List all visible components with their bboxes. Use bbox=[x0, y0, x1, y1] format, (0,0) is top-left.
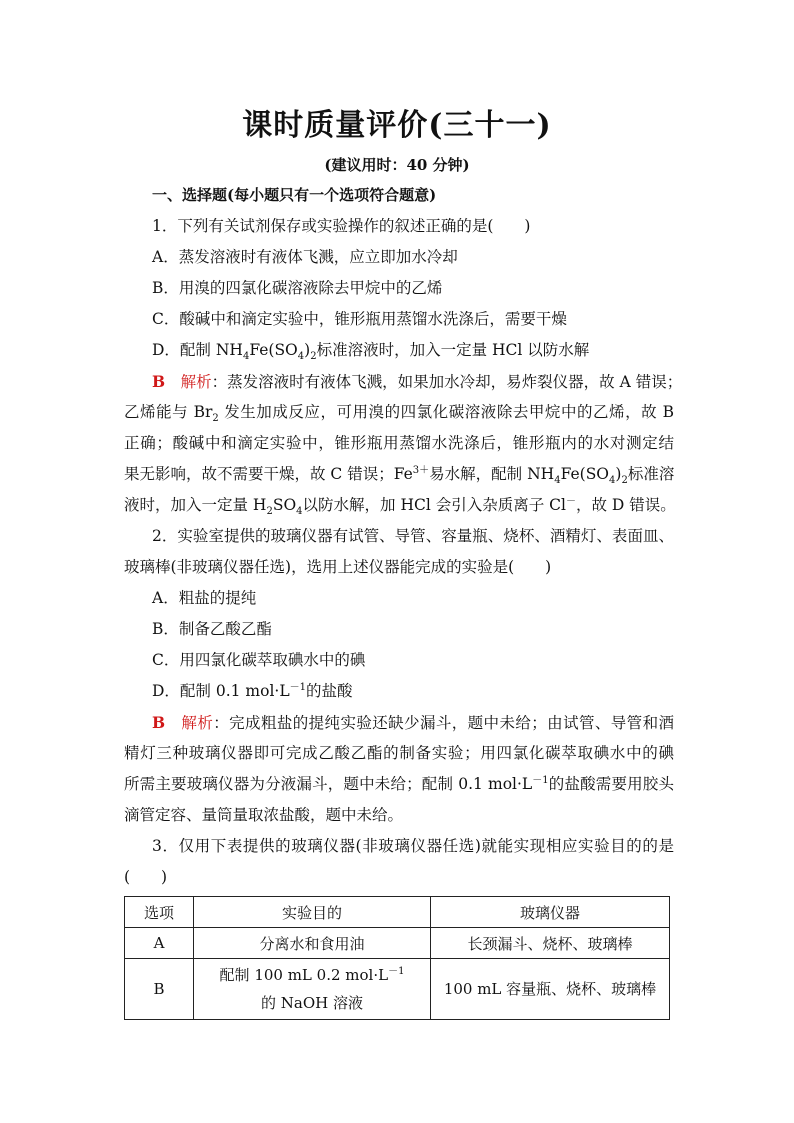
q2-answer: B bbox=[152, 713, 166, 732]
table-header-cell: 选项 bbox=[125, 897, 194, 928]
q2-option-b: B．制备乙酸乙酯 bbox=[152, 620, 272, 638]
q1-explanation-line: 液时，加入一定量 $H_2SO_4$以防水解，加 HCl 会引入杂质离子 Cl－，故 D 错误。 bbox=[124, 495, 676, 518]
q2-option-a: A．粗盐的提纯 bbox=[152, 589, 257, 607]
table-cell: 分离水和食用油 bbox=[194, 928, 431, 959]
q2-explanation-line: B 解析：完成粗盐的提纯实验还缺少漏斗，题中未给；由试管、导管和酒 bbox=[152, 713, 674, 732]
q2-explanation-line: 精灯三种玻璃仪器即可完成乙酸乙酯的制备实验；用四氯化碳萃取碘水中的碘 bbox=[124, 744, 674, 762]
q2-option-c: C．用四氯化碳萃取碘水中的碘 bbox=[152, 651, 366, 669]
q1-explanation-label: 解析 bbox=[180, 373, 212, 391]
q1-option-d: D．配制 $NH_4Fe(SO_4)_2$标准溶液时，加入一定量 HCl 以防水解 bbox=[152, 341, 590, 363]
table-cell: A bbox=[125, 928, 194, 959]
q1-option-a: A．蒸发溶液时有液体飞溅，应立即加水冷却 bbox=[152, 248, 458, 266]
q2-explanation-label: 解析 bbox=[181, 714, 214, 732]
table-header-cell: 玻璃仪器 bbox=[431, 897, 670, 928]
table-cell: 100 mL 容量瓶、烧杯、玻璃棒 bbox=[431, 959, 670, 1020]
section-heading: 一、选择题(每小题只有一个选项符合题意) bbox=[152, 186, 437, 204]
q2-stem: 玻璃棒(非玻璃仪器任选)，选用上述仪器能完成的实验是( ) bbox=[124, 558, 552, 576]
q1-option-c: C．酸碱中和滴定实验中，锥形瓶用蒸馏水洗涤后，需要干燥 bbox=[152, 310, 567, 328]
q2-explanation-line: 滴管定容、量筒量取浓盐酸，题中未给。 bbox=[124, 806, 404, 824]
table-cell: 长颈漏斗、烧杯、玻璃棒 bbox=[431, 928, 670, 959]
q1-stem: 1．下列有关试剂保存或实验操作的叙述正确的是( ) bbox=[152, 217, 531, 235]
q1-answer: B bbox=[152, 372, 166, 391]
page-title: 课时质量评价(三十一) bbox=[242, 108, 552, 143]
q1-explanation-line: 正确；酸碱中和滴定实验中，锥形瓶用蒸馏水洗涤后，锥形瓶内的水对测定结 bbox=[124, 434, 674, 452]
table-row bbox=[125, 959, 670, 1020]
q1-option-b: B．用溴的四氯化碳溶液除去甲烷中的乙烯 bbox=[152, 279, 443, 297]
suggested-time: (建议用时：40 分钟) bbox=[324, 156, 470, 174]
table-header-cell: 实验目的 bbox=[194, 897, 431, 928]
table-row bbox=[125, 928, 670, 959]
q3-table bbox=[124, 896, 670, 1020]
q2-stem: 2．实验室提供的玻璃仪器有试管、导管、容量瓶、烧杯、酒精灯、表面皿、 bbox=[152, 527, 674, 545]
q1-explanation-line: 果无影响，故不需要干燥，故 C 错误；$Fe^{3+}$易水解，配制 $NH_4Fe(SO_4)_2$标准溶 bbox=[124, 464, 675, 487]
q3-stem: 3．仅用下表提供的玻璃仪器(非玻璃仪器任选)就能实现相应实验目的的是 bbox=[152, 837, 674, 855]
table-header-row bbox=[125, 897, 670, 928]
q1-explanation-line: 乙烯能与 $Br_2$ 发生加成反应，可用溴的四氯化碳溶液除去甲烷中的乙烯，故 B bbox=[124, 403, 675, 425]
question-content bbox=[124, 180, 683, 893]
table-cell: B bbox=[125, 959, 194, 1020]
q2-option-d: D．配制 0.1 $mol\cdot L^{-1}$的盐酸 bbox=[152, 681, 353, 700]
q2-explanation-line: 所需主要玻璃仪器为分液漏斗，题中未给；配制 0.1 $mol\cdot L^{-1}$的盐酸需要用胶头 bbox=[124, 774, 674, 793]
q3-stem: ( ) bbox=[124, 868, 168, 886]
q1-explanation-line: B 解析：蒸发溶液时有液体飞溅，如果加水冷却，易炸裂仪器，故 A 错误； bbox=[152, 372, 683, 391]
table-cell: 配制 100 mL 0.2 $mol\cdot L^{-1}$ 的 NaOH 溶液 bbox=[194, 959, 431, 1020]
